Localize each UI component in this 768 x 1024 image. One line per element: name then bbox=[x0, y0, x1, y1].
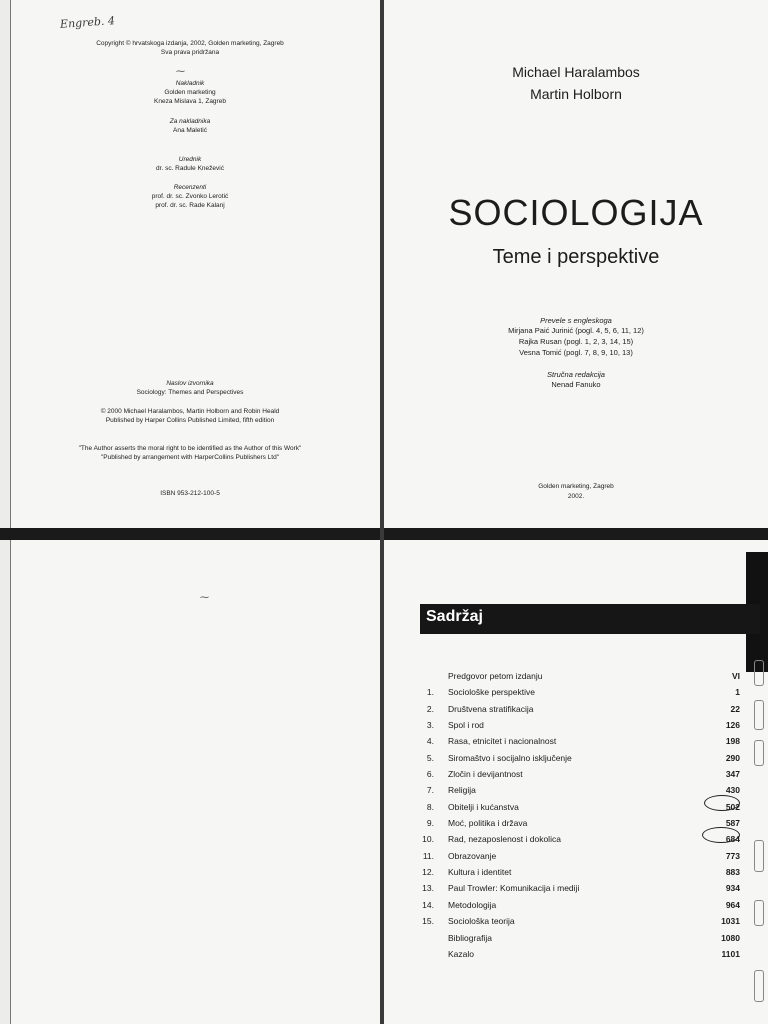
toc-page-number: 1 bbox=[735, 687, 740, 698]
toc-page-number: 198 bbox=[725, 736, 740, 747]
toc-chapter-title: Zločin i devijantnost bbox=[448, 769, 523, 780]
toc-row bbox=[400, 880, 740, 896]
toc-chapter-number: 1. bbox=[426, 687, 434, 698]
toc-page-number: 126 bbox=[725, 720, 740, 731]
reviewers-label: Recenzenti bbox=[173, 184, 207, 191]
imprint-year: 2002. bbox=[567, 493, 585, 500]
toc-chapter-title: Religija bbox=[448, 785, 476, 796]
reviewer-2: prof. dr. sc. Rade Kalanj bbox=[155, 202, 225, 209]
toc-page-number: 1101 bbox=[721, 948, 740, 959]
pen-circle bbox=[704, 795, 740, 811]
publisher-name: Golden marketing bbox=[164, 89, 216, 96]
toc-page-number: 22 bbox=[730, 703, 740, 714]
toc-chapter-title: Moć, politika i država bbox=[448, 818, 528, 829]
book-title: SOCIOLOGIJA bbox=[448, 192, 704, 233]
reviewer-1: prof. dr. sc. Zvonko Lerotić bbox=[151, 193, 229, 200]
scan-divider bbox=[0, 528, 768, 540]
table-of-contents bbox=[400, 668, 740, 962]
toc-row bbox=[400, 684, 740, 700]
original-title-label: Naslov izvornika bbox=[166, 380, 214, 387]
toc-page-number: 1031 bbox=[721, 916, 740, 927]
toc-row bbox=[400, 766, 740, 782]
pencil-mark: ⁓ bbox=[200, 592, 209, 602]
toc-chapter-title: Obrazovanje bbox=[448, 850, 497, 861]
toc-chapter-title: Sociološke perspektive bbox=[448, 687, 535, 698]
toc-chapter-title: Društvena stratifikacija bbox=[448, 703, 534, 714]
for-publisher-name: Ana Maletić bbox=[173, 127, 207, 134]
toc-chapter-number: 10. bbox=[422, 834, 434, 845]
toc-page-number: 934 bbox=[725, 883, 740, 894]
author-2: Martin Holborn bbox=[530, 86, 622, 102]
handwritten-note: Engreb. 4 bbox=[59, 14, 116, 31]
toc-page-number: VI bbox=[731, 671, 740, 681]
original-publisher: Published by Harper Collins Published Limited, fifth edition bbox=[105, 417, 275, 424]
toc-row bbox=[400, 799, 740, 815]
original-title: Sociology: Themes and Perspectives bbox=[136, 389, 244, 396]
toc-chapter-title: Paul Trowler: Komunikacija i mediji bbox=[448, 883, 580, 894]
toc-chapter-number: 7. bbox=[426, 785, 434, 796]
rights-line: Sva prava pridržana bbox=[160, 49, 220, 56]
editor-name: dr. sc. Radule Knežević bbox=[156, 165, 224, 172]
translator-3: Vesna Tomić (pogl. 7, 8, 9, 10, 13) bbox=[519, 348, 633, 357]
toc-chapter-number: 2. bbox=[426, 703, 434, 714]
toc-chapter-number: 8. bbox=[426, 801, 434, 812]
publisher-address: Kneza Mislava 1, Zagreb bbox=[154, 98, 226, 105]
toc-chapter-title: Bibliografija bbox=[448, 932, 492, 943]
toc-chapter-number: 5. bbox=[426, 752, 434, 763]
toc-page-number: 430 bbox=[725, 785, 740, 796]
translator-2: Rajka Rusan (pogl. 1, 2, 3, 14, 15) bbox=[518, 337, 634, 346]
publisher-label: Nakladnik bbox=[175, 80, 205, 87]
toc-chapter-number: 13. bbox=[422, 883, 434, 894]
original-copyright: © 2000 Michael Haralambos, Martin Holborn and Robin Heald bbox=[100, 408, 280, 415]
pen-circle bbox=[702, 827, 740, 843]
toc-page-number: 1080 bbox=[721, 932, 740, 943]
toc-row bbox=[400, 913, 740, 929]
toc-chapter-number: 4. bbox=[426, 736, 434, 747]
editor-label: Urednik bbox=[178, 156, 202, 163]
toc-row bbox=[400, 717, 740, 733]
toc-row bbox=[400, 733, 740, 749]
book-subtitle: Teme i perspektive bbox=[492, 246, 660, 268]
isbn: ISBN 953-212-100-5 bbox=[160, 490, 220, 497]
toc-row bbox=[400, 930, 740, 946]
toc-chapter-title: Rad, nezaposlenost i dokolica bbox=[448, 834, 561, 845]
toc-chapter-number: 14. bbox=[422, 899, 434, 910]
for-publisher-label: Za nakladnika bbox=[169, 118, 211, 125]
toc-page-number: 587 bbox=[725, 818, 740, 829]
copyright-line: Copyright © hrvatskoga izdanja, 2002, Golden marketing, Zagreb bbox=[96, 40, 284, 47]
imprint-page bbox=[0, 0, 382, 528]
translated-label: Prevele s engleskoga bbox=[540, 316, 612, 325]
expert-editor: Nenad Fanuko bbox=[551, 380, 601, 389]
toc-page-number: 964 bbox=[725, 899, 740, 910]
expert-edit-label: Stručna redakcija bbox=[547, 370, 605, 379]
author-1: Michael Haralambos bbox=[512, 64, 640, 80]
title-page bbox=[384, 0, 768, 528]
toc-chapter-title: Predgovor petom izdanju bbox=[448, 671, 543, 681]
toc-chapter-title: Kultura i identitet bbox=[448, 867, 512, 878]
toc-chapter-title: Metodologija bbox=[448, 899, 497, 910]
contents-heading: Sadržaj bbox=[426, 608, 483, 625]
toc-row bbox=[400, 815, 740, 831]
toc-page-number: 883 bbox=[725, 867, 740, 878]
toc-chapter-number: 12. bbox=[422, 867, 434, 878]
page-edge bbox=[0, 540, 11, 1024]
page-edge-mark bbox=[754, 700, 764, 730]
toc-row bbox=[400, 848, 740, 864]
page-edge-mark bbox=[754, 740, 764, 766]
toc-row bbox=[400, 864, 740, 880]
imprint-publisher: Golden marketing, Zagreb bbox=[538, 483, 614, 490]
toc-page-number: 502 bbox=[725, 801, 740, 812]
page-edge-mark bbox=[754, 660, 764, 686]
toc-chapter-number: 3. bbox=[426, 720, 434, 731]
toc-chapter-number: 9. bbox=[426, 818, 434, 829]
contents-page bbox=[384, 540, 768, 1024]
toc-chapter-title: Rasa, etnicitet i nacionalnost bbox=[448, 736, 557, 747]
toc-chapter-number: 15. bbox=[422, 916, 434, 927]
toc-page-number: 347 bbox=[725, 769, 740, 780]
toc-chapter-number: 6. bbox=[426, 769, 434, 780]
toc-chapter-title: Spol i rod bbox=[448, 720, 484, 731]
toc-row bbox=[400, 946, 740, 962]
toc-row bbox=[400, 668, 740, 684]
page-edge-mark bbox=[754, 900, 764, 926]
moral-right-notice: "The Author asserts the moral right to be identified as the Author of this Work" bbox=[78, 445, 302, 452]
toc-page-number: 290 bbox=[725, 752, 740, 763]
toc-chapter-title: Sociološka teorija bbox=[448, 916, 515, 927]
toc-chapter-number: 11. bbox=[422, 850, 434, 861]
book-gutter bbox=[380, 0, 384, 1024]
toc-chapter-title: Siromaštvo i socijalno isključenje bbox=[448, 752, 572, 763]
toc-page-number: 773 bbox=[725, 850, 740, 861]
toc-chapter-title: Kazalo bbox=[448, 948, 474, 959]
toc-row bbox=[400, 897, 740, 913]
toc-row bbox=[400, 782, 740, 798]
toc-row bbox=[400, 750, 740, 766]
toc-row bbox=[400, 831, 740, 847]
toc-row bbox=[400, 701, 740, 717]
toc-chapter-title: Obitelji i kućanstva bbox=[448, 801, 519, 812]
toc-page-number: 684 bbox=[725, 834, 740, 845]
page-edge-mark bbox=[754, 840, 764, 872]
blank-page bbox=[0, 540, 381, 1024]
page-edge-mark bbox=[754, 970, 764, 1002]
arrangement-notice: "Published by arrangement with HarperCollins Publishers Ltd" bbox=[100, 454, 280, 461]
squiggle-mark: ⁓ bbox=[176, 66, 185, 76]
translator-1: Mirjana Paić Jurinić (pogl. 4, 5, 6, 11, 12) bbox=[508, 326, 644, 335]
